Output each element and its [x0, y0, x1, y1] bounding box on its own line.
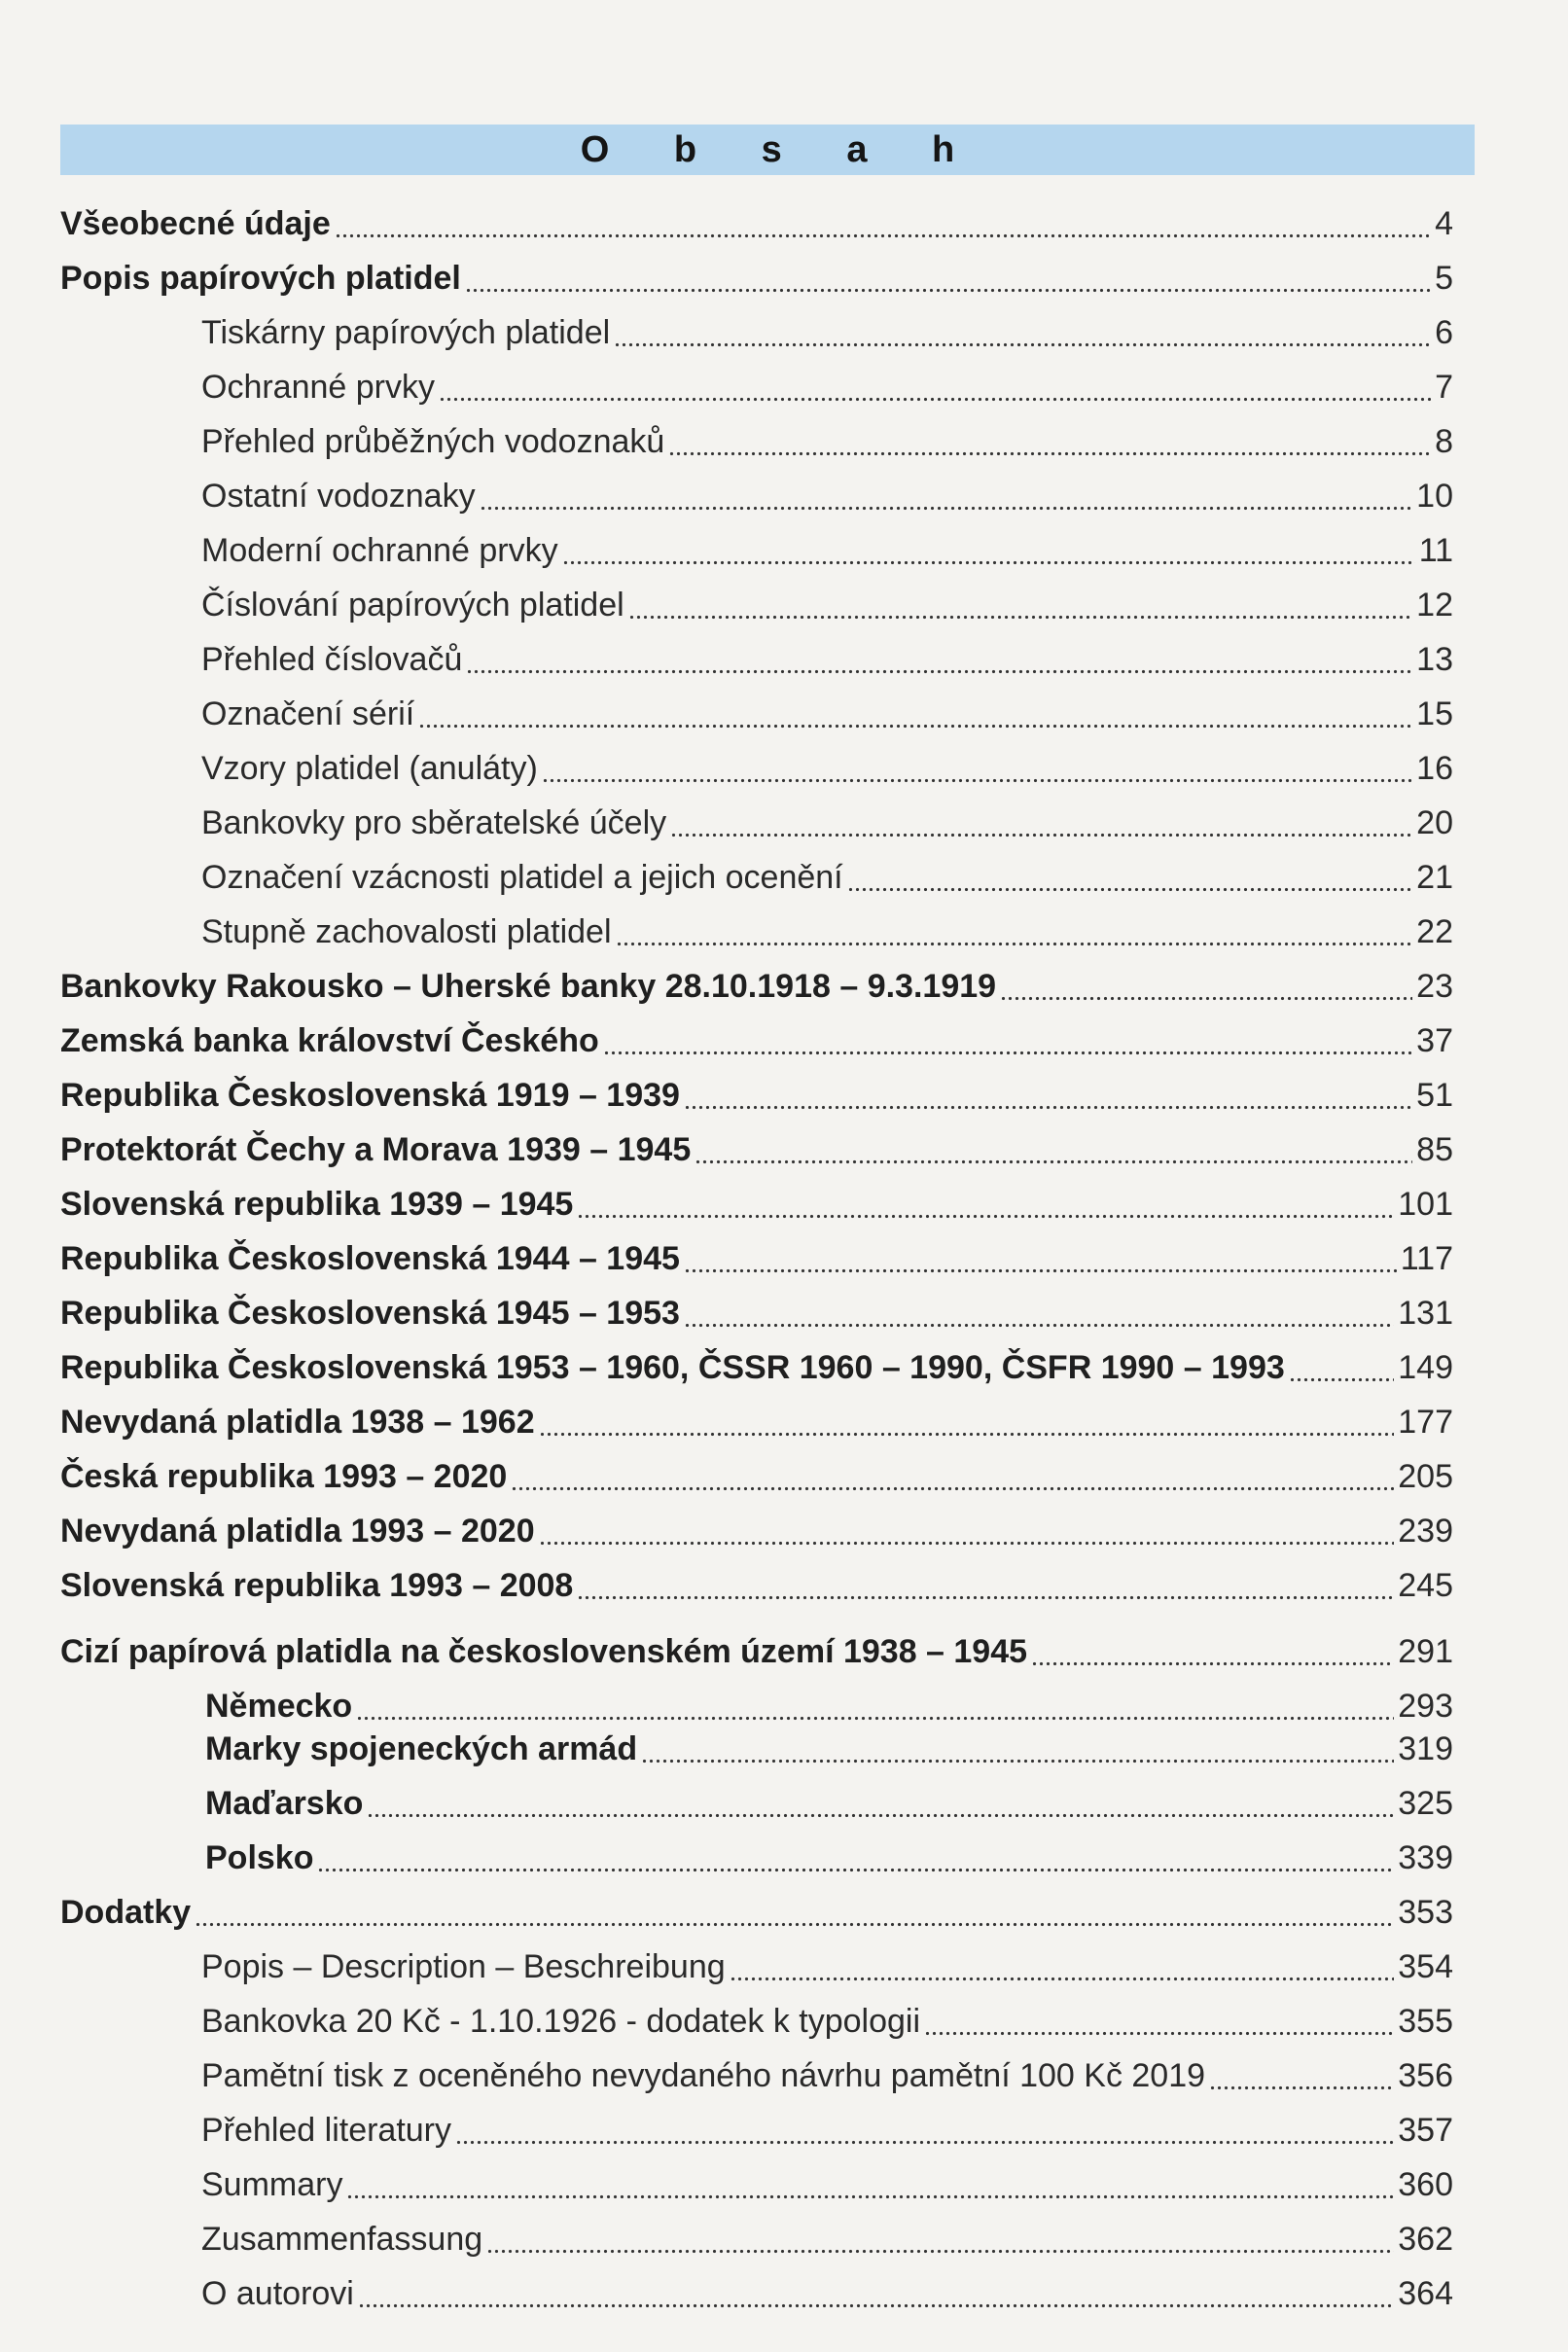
toc-entry-page: 245	[1398, 1566, 1453, 1604]
dot-leader	[603, 1024, 1412, 1057]
toc-entry-label: Maďarsko	[205, 1784, 364, 1822]
dot-leader	[539, 1406, 1395, 1439]
toc-entry-label: Bankovky pro sběratelské účely	[201, 803, 667, 841]
dot-leader	[614, 316, 1431, 349]
dot-leader	[684, 1297, 1394, 1330]
dot-leader	[924, 2005, 1394, 2038]
dot-leader	[684, 1079, 1412, 1112]
toc-entry-page: 131	[1398, 1294, 1453, 1332]
toc-entry-label: Zusammenfassung	[201, 2220, 483, 2258]
toc-entry	[0, 1562, 1568, 1609]
toc-entry-page: 117	[1400, 1239, 1453, 1277]
toc-entry-label: Popis – Description – Beschreibung	[201, 1947, 726, 1985]
toc-entry-page: 319	[1398, 1729, 1453, 1767]
toc-entry-label: Stupně zachovalosti platidel	[201, 912, 612, 950]
dot-leader	[1209, 2059, 1394, 2092]
toc-entry	[0, 1017, 1568, 1064]
toc-entry-page: 364	[1398, 2274, 1453, 2312]
toc-entry-label: Slovenská republika 1993 – 2008	[60, 1566, 574, 1604]
toc-entry	[0, 1726, 1568, 1772]
page-title: O b s a h	[580, 128, 982, 170]
dot-leader	[641, 1732, 1394, 1765]
toc-entry	[0, 1290, 1568, 1336]
dot-leader	[577, 1569, 1394, 1602]
dot-leader	[439, 371, 1431, 404]
dot-leader	[356, 1690, 1394, 1723]
toc-entry-page: 16	[1416, 749, 1453, 787]
dot-leader	[577, 1188, 1394, 1221]
dot-leader	[418, 697, 1412, 731]
dot-leader	[616, 915, 1413, 948]
dot-leader	[670, 806, 1412, 839]
toc-entry-page: 101	[1398, 1185, 1453, 1223]
dot-leader	[367, 1787, 1394, 1820]
toc-entry-label: Popis papírových platidel	[60, 259, 461, 297]
toc-entry-page: 20	[1416, 803, 1453, 841]
toc-entry	[0, 1835, 1568, 1881]
toc-entry-label: Německo	[205, 1687, 353, 1725]
dot-leader	[465, 262, 1431, 295]
toc-entry	[0, 1235, 1568, 1282]
toc-entry-page: 21	[1416, 858, 1453, 896]
dot-leader	[511, 1460, 1394, 1493]
dot-leader	[466, 643, 1412, 676]
toc-entry	[0, 1683, 1568, 1729]
toc-entry-page: 291	[1398, 1632, 1453, 1670]
toc-entry-label: Číslování papírových platidel	[201, 586, 624, 624]
toc-entry	[0, 1943, 1568, 1990]
toc-entry	[0, 582, 1568, 628]
dot-leader	[486, 2223, 1394, 2256]
toc-entry-page: 7	[1435, 368, 1453, 406]
toc-entry-label: Bankovky Rakousko – Uherské banky 28.10.1918 – 9.3.1919	[60, 967, 997, 1005]
toc-entry-page: 177	[1398, 1403, 1453, 1441]
dot-leader	[684, 1242, 1397, 1275]
toc-entry	[0, 636, 1568, 683]
toc-entry	[0, 1998, 1568, 2045]
toc-entry	[0, 200, 1568, 247]
toc-entry-label: Ochranné prvky	[201, 368, 435, 406]
dot-leader	[317, 1841, 1394, 1874]
toc-entry	[0, 2107, 1568, 2154]
toc-entry-page: 10	[1416, 477, 1453, 515]
toc-entry	[0, 255, 1568, 302]
toc-entry-page: 325	[1398, 1784, 1453, 1822]
toc-entry-page: 85	[1416, 1130, 1453, 1168]
toc-entry	[0, 800, 1568, 846]
dot-leader	[335, 207, 1431, 240]
toc-entry-label: Republika Československá 1919 – 1939	[60, 1076, 680, 1114]
toc-entry-label: Marky spojeneckých armád	[205, 1729, 638, 1767]
toc-entry-page: 357	[1398, 2111, 1453, 2149]
toc-entry	[0, 309, 1568, 356]
toc-entry-page: 15	[1416, 695, 1453, 732]
toc-entry-page: 356	[1398, 2056, 1453, 2094]
toc-entry	[0, 1780, 1568, 1827]
toc-entry	[0, 1181, 1568, 1228]
toc-entry	[0, 527, 1568, 574]
toc-entry	[0, 1508, 1568, 1554]
toc-entry-label: Moderní ochranné prvky	[201, 531, 558, 569]
toc-entry-label: Přehled literatury	[201, 2111, 452, 2149]
toc-entry-page: 51	[1416, 1076, 1453, 1114]
toc-entry	[0, 364, 1568, 410]
toc-entry	[0, 2270, 1568, 2317]
toc-entry-label: Republika Československá 1945 – 1953	[60, 1294, 680, 1332]
toc-entry-page: 22	[1416, 912, 1453, 950]
dot-leader	[847, 861, 1413, 894]
toc-entry-page: 239	[1398, 1512, 1453, 1550]
toc-entry-label: Tiskárny papírových platidel	[201, 313, 611, 351]
toc-entry-label: Přehled číslovačů	[201, 640, 463, 678]
toc-entry	[0, 691, 1568, 737]
dot-leader	[539, 1515, 1395, 1548]
toc-entry-page: 11	[1418, 531, 1453, 569]
toc-entry-page: 355	[1398, 2002, 1453, 2040]
toc-entry-label: Označení vzácnosti platidel a jejich ocenění	[201, 858, 843, 896]
toc-entry-page: 13	[1416, 640, 1453, 678]
toc-entry	[0, 1072, 1568, 1119]
dot-leader	[1031, 1635, 1394, 1668]
toc-entry-page: 353	[1398, 1893, 1453, 1931]
toc-entry-label: Pamětní tisk z oceněného nevydaného návrhu pamětní 100 Kč 2019	[201, 2056, 1206, 2094]
dot-leader	[1000, 970, 1412, 1003]
toc-entry	[0, 1453, 1568, 1500]
toc-entry	[0, 1126, 1568, 1173]
toc-entry-label: Bankovka 20 Kč - 1.10.1926 - dodatek k typologii	[201, 2002, 921, 2040]
toc-entry-label: Nevydaná platidla 1993 – 2020	[60, 1512, 535, 1550]
toc-entry	[0, 963, 1568, 1010]
dot-leader	[195, 1896, 1394, 1929]
toc-entry-label: Cizí papírová platidla na československém území 1938 – 1945	[60, 1632, 1028, 1670]
toc-entry-page: 8	[1435, 422, 1453, 460]
toc-entry	[0, 2161, 1568, 2208]
toc-entry	[0, 1399, 1568, 1445]
toc-entry-page: 37	[1416, 1021, 1453, 1059]
dot-leader	[562, 534, 1415, 567]
dot-leader	[668, 425, 1431, 458]
toc-entry-label: Zemská banka království Českého	[60, 1021, 599, 1059]
toc-entry-label: Summary	[201, 2165, 343, 2203]
toc-entry	[0, 418, 1568, 465]
toc-entry-page: 23	[1416, 967, 1453, 1005]
toc-entry-label: Vzory platidel (anuláty)	[201, 749, 538, 787]
toc-entry-label: O autorovi	[201, 2274, 354, 2312]
dot-leader	[695, 1133, 1412, 1166]
dot-leader	[1289, 1351, 1394, 1384]
toc-entry-label: Česká republika 1993 – 2020	[60, 1457, 508, 1495]
toc-entry-page: 12	[1416, 586, 1453, 624]
toc-entry-label: Všeobecné údaje	[60, 204, 331, 242]
dot-leader	[480, 480, 1413, 513]
toc-entry-label: Přehled průběžných vodoznaků	[201, 422, 665, 460]
toc-entry	[0, 854, 1568, 901]
toc-entry-page: 4	[1435, 204, 1453, 242]
toc-entry-label: Protektorát Čechy a Morava 1939 – 1945	[60, 1130, 692, 1168]
toc-entry-page: 360	[1398, 2165, 1453, 2203]
toc-entry-label: Ostatní vodoznaky	[201, 477, 476, 515]
dot-leader	[455, 2114, 1394, 2147]
toc-entry	[0, 2052, 1568, 2099]
toc-entry-page: 205	[1398, 1457, 1453, 1495]
toc-entry-label: Dodatky	[60, 1893, 192, 1931]
toc-entry-page: 293	[1398, 1687, 1453, 1725]
toc-entry-page: 5	[1435, 259, 1453, 297]
toc-entry-label: Nevydaná platidla 1938 – 1962	[60, 1403, 535, 1441]
toc-entry-label: Republika Československá 1944 – 1945	[60, 1239, 680, 1277]
toc-entry	[0, 1889, 1568, 1936]
toc-entry	[0, 2216, 1568, 2263]
toc-entry-page: 149	[1398, 1348, 1453, 1386]
toc-entry-page: 362	[1398, 2220, 1453, 2258]
toc-entry-label: Slovenská republika 1939 – 1945	[60, 1185, 574, 1223]
toc-entry	[0, 473, 1568, 519]
toc-entry-page: 339	[1398, 1838, 1453, 1876]
toc-entry	[0, 1628, 1568, 1675]
dot-leader	[730, 1950, 1395, 1983]
toc-entry	[0, 745, 1568, 792]
dot-leader	[542, 752, 1412, 785]
dot-leader	[358, 2277, 1394, 2310]
toc-entry	[0, 909, 1568, 955]
dot-leader	[346, 2168, 1394, 2201]
toc-entry-page: 6	[1435, 313, 1453, 351]
toc-entry-label: Označení sérií	[201, 695, 415, 732]
toc-entry-label: Republika Československá 1953 – 1960, ČSSR 1960 – 1990, ČSFR 1990 – 1993	[60, 1348, 1285, 1386]
toc-entry-label: Polsko	[205, 1838, 314, 1876]
dot-leader	[628, 588, 1412, 622]
toc-entry-page: 354	[1398, 1947, 1453, 1985]
toc-entry	[0, 1344, 1568, 1391]
